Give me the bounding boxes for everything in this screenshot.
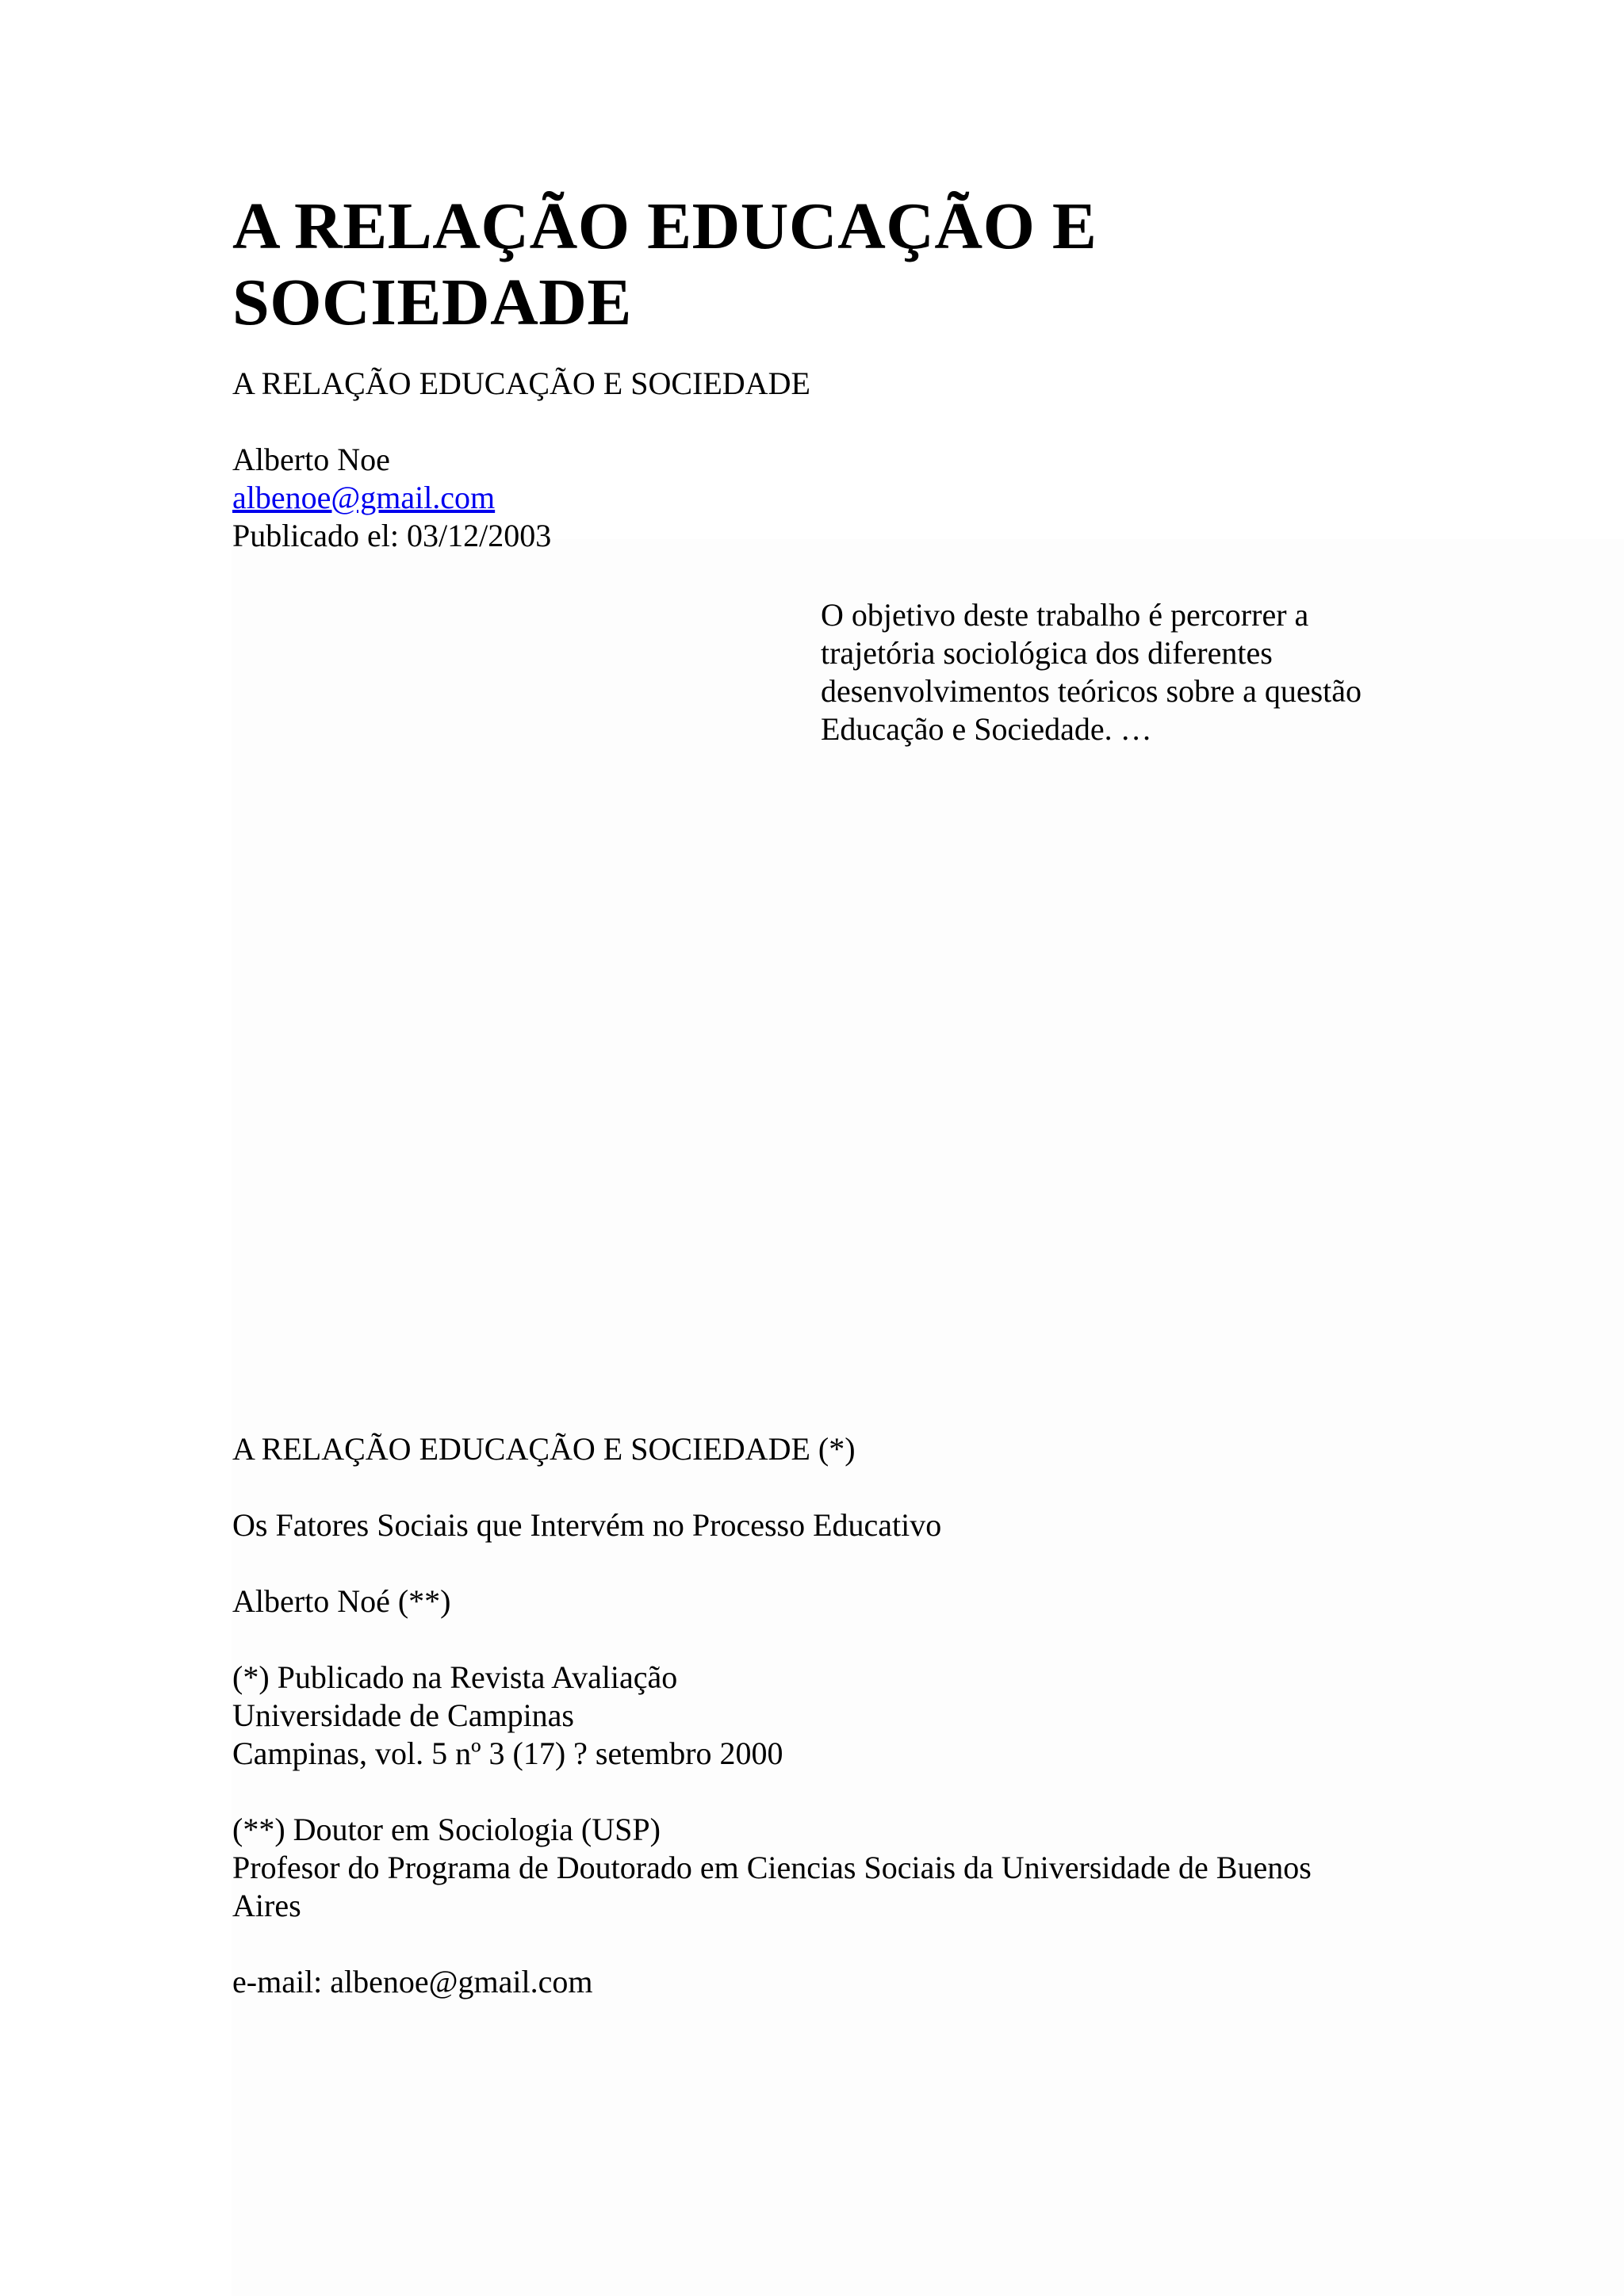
author-email-row	[232, 479, 1398, 517]
publish-date: Publicado el: 03/12/2003	[232, 518, 552, 553]
body-heading: A RELAÇÃO EDUCAÇÃO E SOCIEDADE (*)	[232, 1431, 856, 1467]
author-email-link[interactable]: albenoe@gmail.com	[232, 480, 496, 515]
article-body	[232, 1430, 1398, 2001]
abstract	[821, 596, 1392, 748]
contact-email: e-mail: albenoe@gmail.com	[232, 1964, 593, 1999]
abstract-line: trajetória sociológica dos diferentes	[821, 635, 1273, 671]
publication-note-line: (*) Publicado na Revista Avaliação	[232, 1659, 678, 1695]
article-subtitle: A RELAÇÃO EDUCAÇÃO E SOCIEDADE	[232, 365, 810, 401]
body-author: Alberto Noé (**)	[232, 1583, 451, 1619]
document-page	[232, 189, 1398, 2001]
publication-note-line: Universidade de Campinas	[232, 1697, 574, 1733]
abstract-line: O objetivo deste trabalho é percorrer a	[821, 597, 1309, 633]
author-note-line: Profesor do Programa de Doutorado em Ciencias Sociais da Universidade de Buenos	[232, 1850, 1312, 1885]
author-note-line: Aires	[232, 1888, 301, 1923]
body-subheading: Os Fatores Sociais que Intervém no Processo Educativo	[232, 1507, 942, 1543]
publication-note-line: Campinas, vol. 5 nº 3 (17) ? setembro 2000	[232, 1735, 783, 1771]
blank-area	[232, 748, 1398, 1430]
author-note	[232, 1811, 1398, 1925]
abstract-line: desenvolvimentos teóricos sobre a questão	[821, 673, 1362, 709]
publication-note	[232, 1659, 1398, 1773]
author-name: Alberto Noe	[232, 442, 390, 477]
author-note-line: (**) Doutor em Sociologia (USP)	[232, 1812, 661, 1847]
author-block	[232, 441, 1398, 555]
abstract-line: Educação e Sociedade. …	[821, 711, 1152, 747]
page-title: A RELAÇÃO EDUCAÇÃO E SOCIEDADE	[232, 189, 1097, 339]
